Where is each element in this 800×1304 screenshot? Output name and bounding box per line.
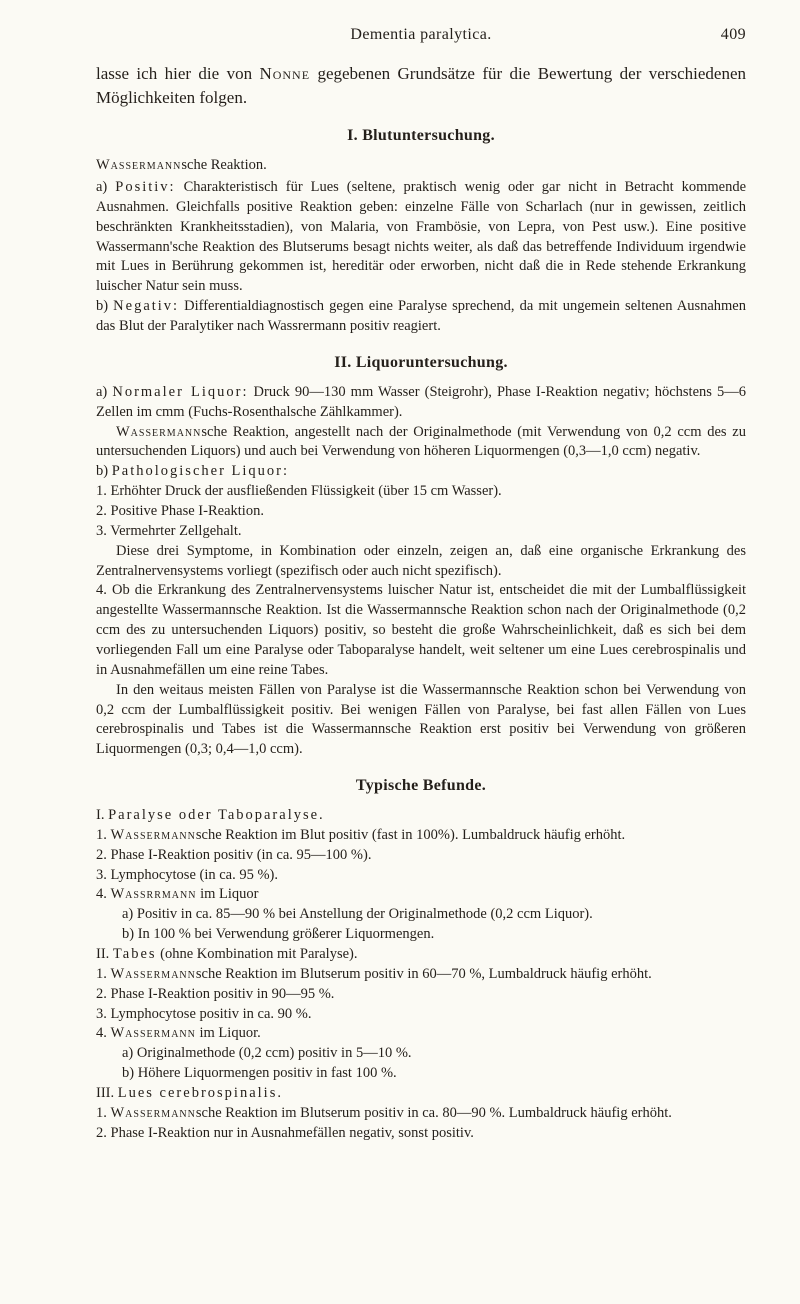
item-label: 3.	[96, 1005, 107, 1022]
item-label: a)	[122, 906, 134, 923]
group-label: III.	[96, 1085, 115, 1102]
item-label: 2.	[96, 1124, 107, 1141]
finding-subitem	[122, 1044, 746, 1064]
item-text: Charakteristisch für Lues (seltene, praktisch wenig oder gar nicht in Betracht kommende Ausnahmen. Gleichfalls positive Reaktion geben: einzelne Fälle von Scharlach (nur in gewissen, zeitlich beschränkten Krankheitsstadien), von Malaria, von Frambösie, von Lepra, von Pest usw.). Eine positive Wassermann'sche Reaktion des Blutserums besagt nichts weiter, als daß das betreffende Individuum irgendwie mit Lues in Berührung gekommen ist, hereditär oder erworben, nicht daß die in Rede stehende Erkrankung luischer Natur sein muss.	[96, 179, 747, 295]
item-term: Positiv:	[115, 179, 176, 196]
wassermann-name: Wassermann	[110, 826, 196, 843]
item-label: 2.	[96, 846, 107, 863]
item-label: b)	[96, 298, 109, 315]
finding-item	[96, 1124, 746, 1144]
item-label: 4.	[96, 886, 107, 903]
item-label: a)	[96, 383, 108, 400]
wassermann-name: Wassermann	[110, 965, 196, 982]
item-label: 1.	[96, 1104, 107, 1121]
item-label: 3.	[96, 522, 107, 539]
liquor-point-2	[96, 502, 746, 522]
blut-item-positiv	[96, 178, 746, 297]
item-term: Normaler Liquor:	[112, 383, 249, 400]
befunde-group-3-heading	[96, 1084, 746, 1104]
item-label: b)	[122, 1065, 135, 1082]
paragraph-text: sche Reaktion, angestellt nach der Originalmethode (mit Verwendung von 0,2 ccm des zu untersuchenden Liquors) und auch bei Verwendung von höheren Liquormengen (0,3—1,0 ccm) negativ.	[96, 423, 746, 460]
intro-text-post: gegebenen Grundsätze für die Bewertung der verschiedenen Möglichkeiten folgen.	[96, 64, 746, 108]
item-text: Vermehrter Zellgehalt.	[110, 522, 242, 539]
running-head	[96, 26, 746, 44]
item-text: sche Reaktion im Blutserum positiv in ca. 80—90 %. Lumbaldruck häufig erhöht.	[195, 1104, 672, 1121]
item-term: Pathologischer Liquor:	[111, 463, 290, 480]
finding-item	[96, 1024, 746, 1044]
wassermann-name: Wassrrmann	[110, 886, 197, 903]
befunde-group-2-heading	[96, 945, 746, 965]
finding-subitem	[122, 1064, 746, 1084]
group-title: Lues cerebrospinalis.	[117, 1085, 283, 1102]
page-number: 409	[720, 26, 746, 43]
finding-item	[96, 1005, 746, 1025]
liquor-item-pathologischer	[96, 462, 746, 482]
item-text: Phase I-Reaktion positiv in 90—95 %.	[110, 985, 335, 1002]
item-label: 1.	[96, 826, 107, 843]
finding-item	[96, 826, 746, 846]
finding-item	[96, 1104, 746, 1124]
wassermann-name: Wassermann	[110, 1025, 196, 1042]
liquor-paragraph-diese: Diese drei Symptome, in Kombination oder einzeln, zeigen an, daß eine organische Erkrankung des Zentralnervensystems vorliegt (spezifisch oder auch nicht spezifisch).	[96, 542, 746, 579]
item-label: a)	[122, 1045, 134, 1062]
item-text: Phase I-Reaktion positiv (in ca. 95—100 %).	[110, 846, 372, 863]
group-label: II.	[96, 946, 110, 963]
finding-subitem	[122, 925, 746, 945]
item-label: 3.	[96, 866, 107, 883]
petit-text-block	[96, 125, 746, 1143]
group-title: Paralyse oder Taboparalyse.	[108, 807, 325, 824]
liquor-point-4	[96, 581, 746, 680]
author-name-nonne: Nonne	[259, 64, 311, 83]
blut-item-negativ	[96, 297, 746, 337]
wassermann-name: Wassermann	[110, 1104, 196, 1121]
running-title: Dementia paralytica.	[350, 26, 492, 43]
liquor-paragraph-in-den: In den weitaus meisten Fällen von Paralyse ist die Wassermannsche Reaktion schon bei Verwendung von 0,2 ccm der Lumbalflüssigkeit positiv. Bei wenigen Fällen von Paralyse, bei fast allen Fällen von Lues cerebrospinalis und Tabes ist die Wassermannsche Reaktion erst positiv bei Verwendung von größeren Liquormengen (0,3; 0,4—1,0 ccm).	[96, 681, 746, 758]
item-label: 4.	[96, 582, 107, 599]
item-text: Lymphocytose (in ca. 95 %).	[110, 866, 279, 883]
item-text: im Liquor.	[195, 1025, 261, 1042]
item-text: Phase I-Reaktion nur in Ausnahmefällen negativ, sonst positiv.	[110, 1124, 474, 1141]
liquor-item-normaler	[96, 383, 746, 423]
item-text: Druck 90—130 mm Wasser (Steigrohr), Phase I-Reaktion negativ; höchstens 5—6 Zellen im cmm (Fuchs-Rosenthalsche Zählkammer).	[96, 383, 746, 420]
liquor-wassermann-paragraph	[96, 423, 746, 463]
group-title: Tabes	[112, 946, 157, 963]
item-label: a)	[96, 179, 108, 196]
wassermann-name: Wassermann	[116, 423, 202, 440]
item-text: Lymphocytose positiv in ca. 90 %.	[110, 1005, 312, 1022]
item-text: Differentialdiagnostisch gegen eine Paralyse sprechend, da mit ungemein seltenen Ausnahmen das Blut der Paralytiker nach Wassrermann positiv reagiert.	[96, 298, 746, 335]
finding-subitem	[122, 905, 746, 925]
item-text: sche Reaktion im Blutserum positiv in 60—70 %, Lumbaldruck häufig erhöht.	[195, 965, 652, 982]
item-label: 2.	[96, 502, 107, 519]
befunde-group-1-heading	[96, 806, 746, 826]
section-heading-typische-befunde: Typische Befunde.	[355, 777, 487, 795]
intro-paragraph	[96, 62, 746, 110]
item-text: im Liquor	[196, 886, 259, 903]
liquor-point-3	[96, 522, 746, 542]
finding-item	[96, 885, 746, 905]
item-text: Ob die Erkrankung des Zentralnervensystems luischer Natur ist, entscheidet die mit der Lumbalflüssigkeit angestellte Wassermannsche Reaktion. Ist die Wassermannsche Reaktion schon nach der Originalmethode (0,2 ccm des zu untersuchenden Liquors) positiv, so besteht die große Wahrscheinlichkeit, daß es sich bei dem vorliegenden Fall um eine Paralyse oder Taboparalyse handelt, weit seltener um eine Lues cerebrospinalis und in Ausnahmefällen um eine reine Tabes.	[96, 582, 746, 678]
wassermann-reaction-subheading	[96, 156, 746, 176]
item-text: sche Reaktion im Blut positiv (fast in 100%). Lumbaldruck häufig erhöht.	[195, 826, 626, 843]
item-text: Positiv in ca. 85—90 % bei Anstellung der Originalmethode (0,2 ccm Liquor).	[136, 906, 593, 923]
subheading-rest: sche Reaktion.	[181, 157, 267, 174]
finding-item	[96, 846, 746, 866]
item-label: 2.	[96, 985, 107, 1002]
item-label: 4.	[96, 1025, 107, 1042]
item-text: Höhere Liquormengen positiv in fast 100 %.	[137, 1065, 397, 1082]
item-text: Erhöhter Druck der ausfließenden Flüssigkeit (über 15 cm Wasser).	[110, 483, 502, 500]
group-title-rest: (ohne Kombination mit Paralyse).	[156, 946, 358, 963]
item-term: Negativ:	[113, 298, 180, 315]
item-label: b)	[122, 926, 135, 943]
intro-text-pre: lasse ich hier die von	[96, 64, 260, 83]
section-heading-blutuntersuchung: I. Blutuntersuchung.	[347, 127, 495, 145]
group-label: I.	[96, 807, 105, 824]
item-label: b)	[96, 463, 109, 480]
wassermann-name: Wassermann	[96, 157, 182, 174]
item-text: In 100 % bei Verwendung größerer Liquormengen.	[137, 926, 435, 943]
item-label: 1.	[96, 483, 107, 500]
item-text: Originalmethode (0,2 ccm) positiv in 5—10 %.	[136, 1045, 412, 1062]
item-label: 1.	[96, 965, 107, 982]
finding-item	[96, 965, 746, 985]
finding-item	[96, 866, 746, 886]
item-text: Positive Phase I-Reaktion.	[110, 502, 264, 519]
finding-item	[96, 985, 746, 1005]
liquor-point-1	[96, 482, 746, 502]
section-heading-liquoruntersuchung: II. Liquoruntersuchung.	[334, 353, 508, 371]
